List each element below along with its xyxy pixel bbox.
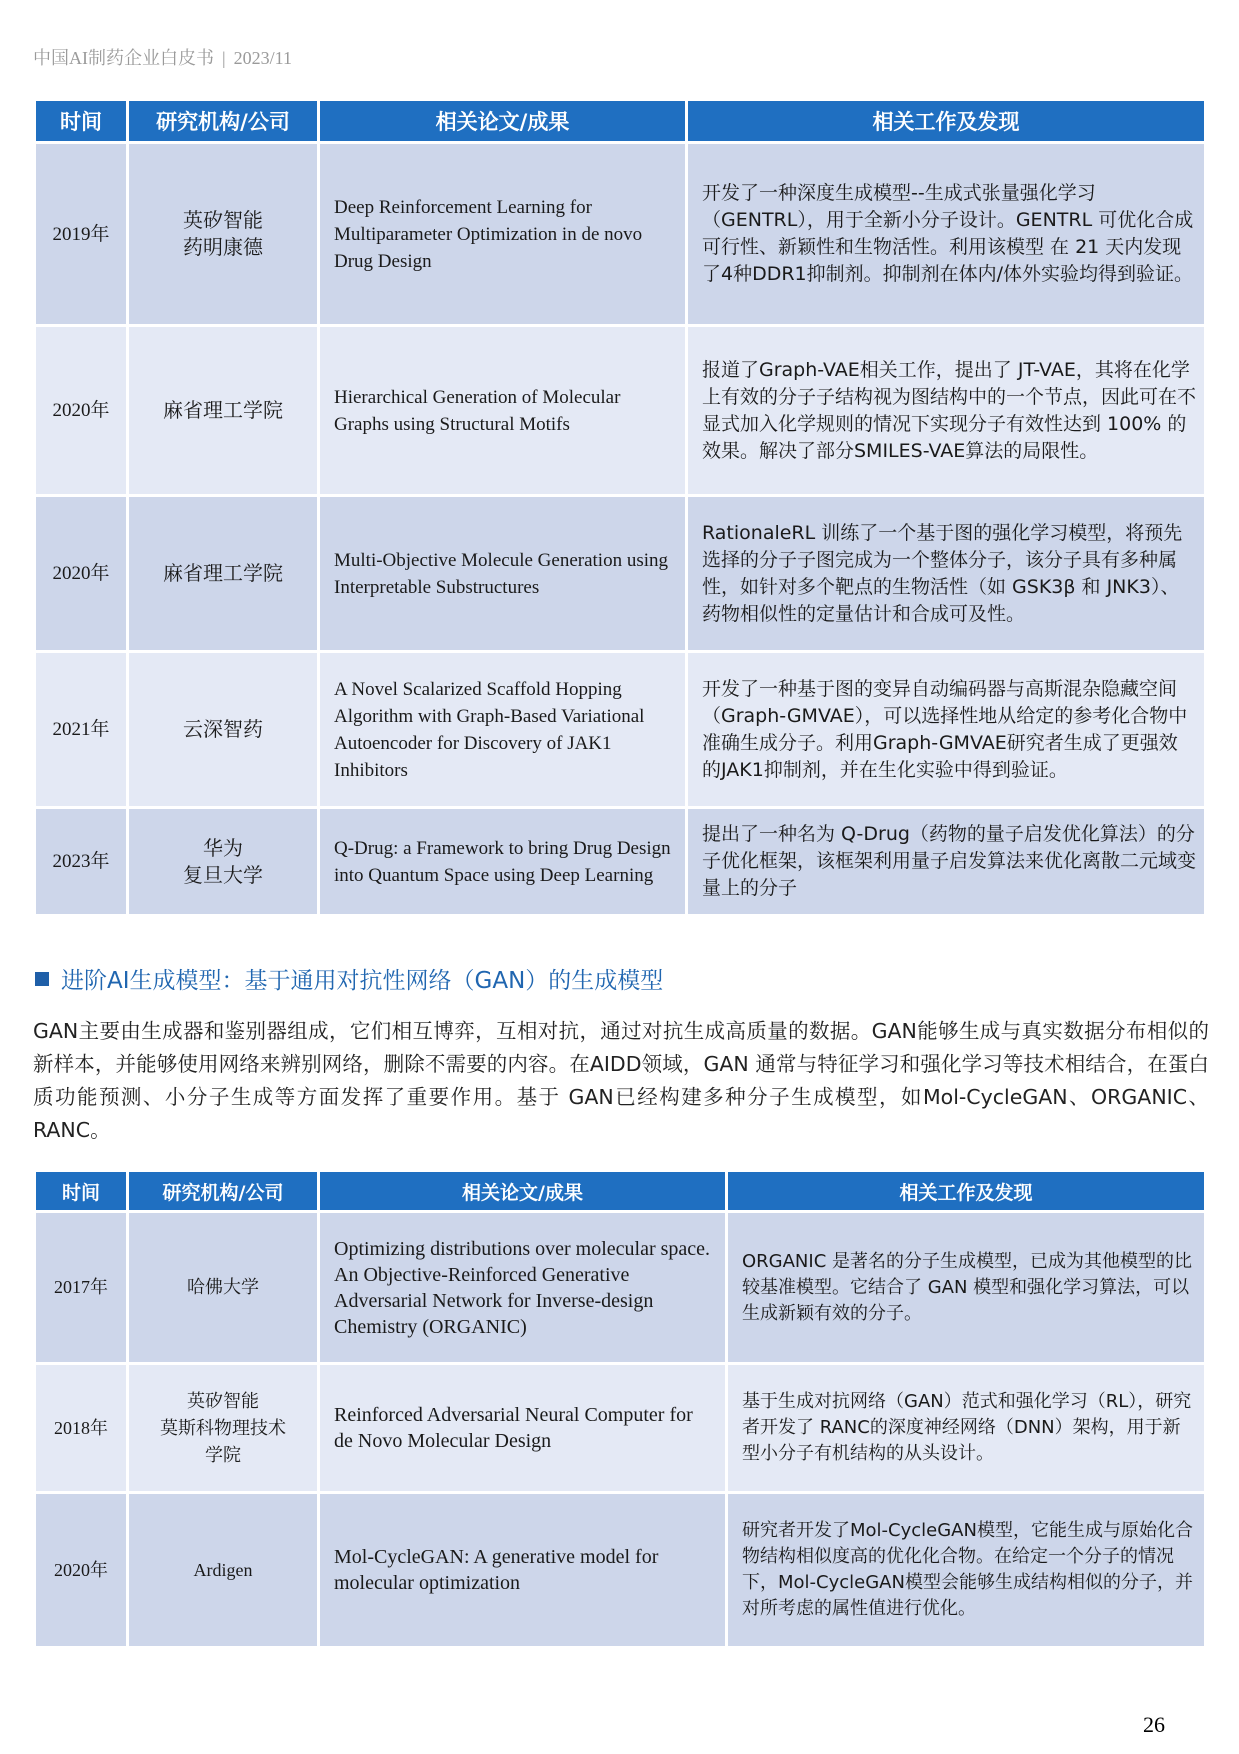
org-name: 麻省理工学院 [163, 561, 283, 585]
header-findings: 相关工作及发现 [728, 1172, 1204, 1210]
org-name: Ardigen [193, 1559, 253, 1580]
cell-findings: 报道了Graph-VAE相关工作，提出了 JT-VAE，其将在化学上有效的分子子结构视为图结构中的一个节点，因此可在不显式加入化学规则的情况下实现分子有效性达到 100% 的效果。解决了部分SMILES-VAE算法的局限性。 [688, 324, 1204, 494]
table-header-row [36, 1172, 1204, 1210]
cell-paper: Mol-CycleGAN: A generative model for molecular optimization [320, 1491, 725, 1646]
cell-paper: A Novel Scalarized Scaffold Hopping Algorithm with Graph-Based Variational Autoencoder for Discovery of JAK1 Inhibitors [320, 650, 685, 806]
cell-paper: Multi-Objective Molecule Generation using Interpretable Substructures [320, 494, 685, 650]
cell-findings: 开发了一种基于图的变异自动编码器与高斯混杂隐藏空间（Graph-GMVAE），可以选择性地从给定的参考化合物中准确生成分子。利用Graph-GMVAE研究者生成了更强效的JAK1抑制剂，并在生化实验中得到验证。 [688, 650, 1204, 806]
gan-description-paragraph: GAN主要由生成器和鉴别器组成，它们相互博弈，互相对抗，通过对抗生成高质量的数据。GAN能够生成与真实数据分布相似的新样本，并能够使用网络来辨别网络，删除不需要的内容。在AIDD领域，GAN 通常与特征学习和强化学习等技术相结合，在蛋白质功能预测、小分子生成等方面发挥了重要作用。基于 GAN已经构建多种分子生成模型，如Mol-CycleGAN、ORGANIC、RANC。 [33, 1019, 1209, 1142]
cell-year: 2017年 [36, 1210, 126, 1362]
cell-year: 2020年 [36, 1491, 126, 1646]
header-organization: 研究机构/公司 [129, 1172, 317, 1210]
cell-paper: Q-Drug: a Framework to bring Drug Design into Quantum Space using Deep Learning [320, 806, 685, 914]
org-name: 莫斯科物理技术 [160, 1417, 286, 1439]
org-name: 药明康德 [183, 235, 263, 259]
table-row [36, 1210, 1204, 1362]
cell-organization [129, 806, 317, 914]
table-row [36, 1491, 1204, 1646]
page-number: 26 [1143, 1712, 1165, 1737]
cell-organization [129, 324, 317, 494]
cell-year: 2019年 [36, 141, 126, 324]
cell-year: 2020年 [36, 324, 126, 494]
org-name: 华为 [203, 835, 243, 860]
org-name: 英矽智能 [183, 208, 263, 232]
cell-organization [129, 1491, 317, 1646]
cell-findings: ORGANIC 是著名的分子生成模型，已成为其他模型的比较基准模型。它结合了 GAN 模型和强化学习算法，可以生成新颖有效的分子。 [728, 1210, 1204, 1362]
table-row [36, 324, 1204, 494]
gan-models-table [33, 1172, 1207, 1646]
header-time: 时间 [36, 101, 126, 141]
header-time: 时间 [36, 1172, 126, 1210]
org-name: 英矽智能 [187, 1390, 259, 1412]
cell-findings: 提出了一种名为 Q-Drug（药物的量子启发优化算法）的分子优化框架，该框架利用量子启发算法来优化离散二元域变量上的分子 [688, 806, 1204, 914]
cell-paper: Reinforced Adversarial Neural Computer for de Novo Molecular Design [320, 1362, 725, 1491]
section-heading [35, 962, 663, 995]
section-heading-text: 进阶AI生成模型：基于通用对抗性网络（GAN）的生成模型 [61, 968, 664, 994]
table-row [36, 650, 1204, 806]
cell-organization [129, 141, 317, 324]
table-row [36, 1362, 1204, 1491]
table-row [36, 494, 1204, 650]
org-name: 学院 [205, 1444, 241, 1466]
cell-organization [129, 650, 317, 806]
vae-models-table [33, 101, 1207, 914]
table-header-row [36, 101, 1204, 141]
table-row [36, 141, 1204, 324]
org-name: 复旦大学 [183, 862, 263, 887]
cell-findings: RationaleRL 训练了一个基于图的强化学习模型，将预先选择的分子子图完成为一个整体分子，该分子具有多种属性，如针对多个靶点的生物活性（如 GSK3β 和 JNK3）、药物相似性的定量估计和合成可及性。 [688, 494, 1204, 650]
cell-paper: Optimizing distributions over molecular space. An Objective-Reinforced Generative Adversarial Network for Inverse-design Chemistry (ORGANIC) [320, 1210, 725, 1362]
running-header [33, 44, 292, 70]
document-title: 中国AI制药企业白皮书 [33, 48, 214, 68]
header-paper: 相关论文/成果 [320, 1172, 725, 1210]
org-name: 云深智药 [183, 717, 263, 741]
cell-findings: 基于生成对抗网络（GAN）范式和强化学习（RL），研究者开发了 RANC的深度神经网络（DNN）架构，用于新型小分子有机结构的从头设计。 [728, 1362, 1204, 1491]
header-paper: 相关论文/成果 [320, 101, 685, 141]
cell-year: 2018年 [36, 1362, 126, 1491]
org-name: 哈佛大学 [187, 1277, 259, 1298]
cell-year: 2023年 [36, 806, 126, 914]
cell-paper: Hierarchical Generation of Molecular Graphs using Structural Motifs [320, 324, 685, 494]
cell-organization [129, 1362, 317, 1491]
cell-findings: 研究者开发了Mol-CycleGAN模型，它能生成与原始化合物结构相似度高的优化化合物。在给定一个分子的情况下，Mol-CycleGAN模型会能够生成结构相似的分子，并对所考虑的属性值进行优化。 [728, 1491, 1204, 1646]
header-organization: 研究机构/公司 [129, 101, 317, 141]
header-separator: | [222, 48, 226, 68]
cell-organization [129, 494, 317, 650]
table-row [36, 806, 1204, 914]
cell-year: 2020年 [36, 494, 126, 650]
cell-findings: 开发了一种深度生成模型--生成式张量强化学习（GENTRL），用于全新小分子设计。GENTRL 可优化合成可行性、新颖性和生物活性。利用该模型 在 21 天内发现了4种DDR1抑制剂。抑制剂在体内/体外实验均得到验证。 [688, 141, 1204, 324]
org-name: 麻省理工学院 [163, 398, 283, 422]
square-bullet-icon [35, 972, 49, 986]
cell-paper: Deep Reinforcement Learning for Multiparameter Optimization in de novo Drug Design [320, 141, 685, 324]
cell-organization [129, 1210, 317, 1362]
header-findings: 相关工作及发现 [688, 101, 1204, 141]
cell-year: 2021年 [36, 650, 126, 806]
document-date: 2023/11 [233, 48, 292, 68]
